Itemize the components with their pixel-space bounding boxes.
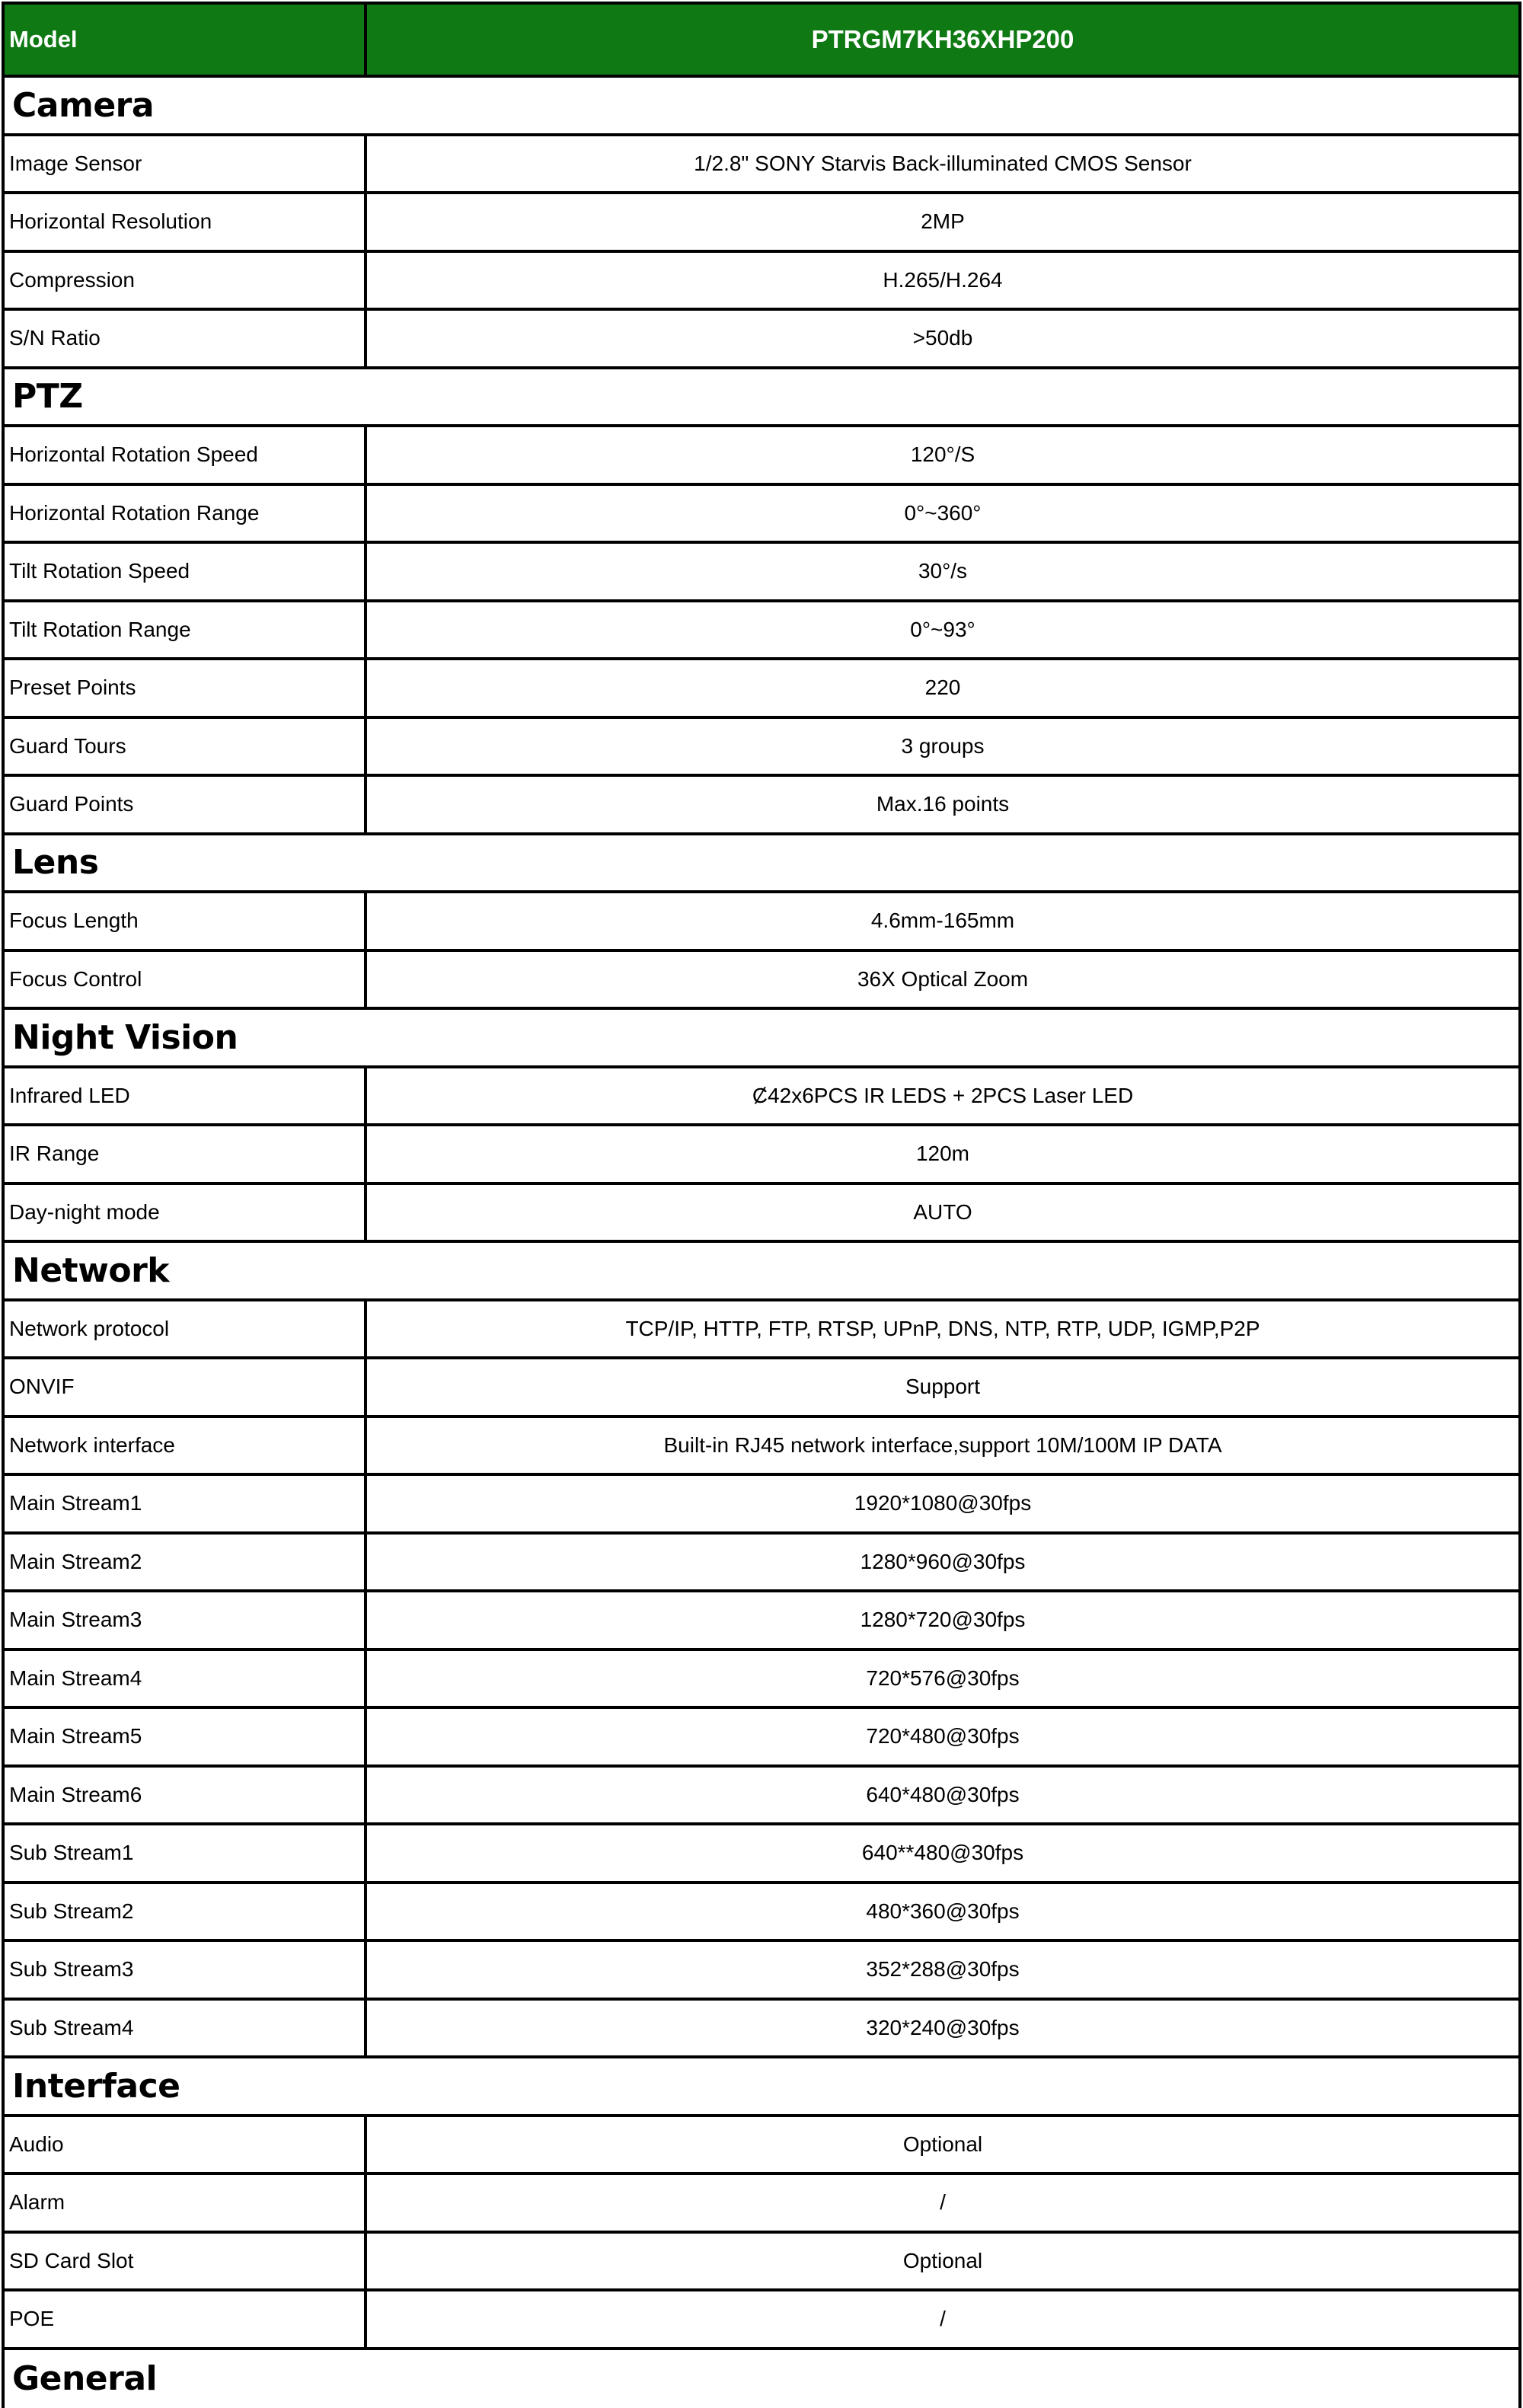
table-row	[5, 194, 1518, 253]
section-title: PTZ	[5, 377, 83, 416]
spec-label: Horizontal Rotation Range	[5, 486, 367, 541]
spec-label: Guard Tours	[5, 719, 367, 774]
spec-value: 3 groups	[367, 719, 1518, 774]
table-row	[5, 136, 1518, 195]
spec-label: Sub Stream1	[5, 1825, 367, 1881]
table-row	[5, 311, 1518, 369]
table-row	[5, 719, 1518, 778]
spec-label: Alarm	[5, 2175, 367, 2231]
section-header-network	[5, 1243, 1518, 1301]
table-row	[5, 2117, 1518, 2176]
spec-value: 30°/s	[367, 544, 1518, 599]
table-row	[5, 253, 1518, 311]
spec-label: IR Range	[5, 1126, 367, 1182]
spec-label: Network interface	[5, 1418, 367, 1474]
spec-label: Tilt Rotation Speed	[5, 544, 367, 599]
table-row	[5, 2234, 1518, 2292]
spec-label: Focus Length	[5, 893, 367, 949]
spec-value: 2MP	[367, 194, 1518, 250]
spec-label: Horizontal Resolution	[5, 194, 367, 250]
header-model-value: PTRGM7KH36XHP200	[367, 5, 1518, 75]
spec-label: Main Stream5	[5, 1709, 367, 1764]
header-label: Model	[5, 5, 367, 75]
table-row	[5, 1942, 1518, 2001]
section-header-lens	[5, 835, 1518, 894]
spec-label: Image Sensor	[5, 136, 367, 192]
section-title: Camera	[5, 86, 154, 125]
spec-label: POE	[5, 2291, 367, 2347]
spec-value: 720*480@30fps	[367, 1709, 1518, 1764]
table-row	[5, 427, 1518, 486]
spec-value: 640*480@30fps	[367, 1768, 1518, 1823]
table-row	[5, 1709, 1518, 1768]
spec-label: Infrared LED	[5, 1068, 367, 1124]
spec-value: 36X Optical Zoom	[367, 952, 1518, 1008]
table-row	[5, 1768, 1518, 1826]
table-row	[5, 1185, 1518, 1244]
table-row	[5, 777, 1518, 835]
spec-value: H.265/H.264	[367, 253, 1518, 308]
spec-value: /	[367, 2175, 1518, 2231]
spec-value: AUTO	[367, 1185, 1518, 1241]
table-row	[5, 893, 1518, 952]
table-row	[5, 660, 1518, 719]
table-row	[5, 1359, 1518, 1418]
spec-value: TCP/IP, HTTP, FTP, RTSP, UPnP, DNS, NTP, RTP, UDP, IGMP,P2P	[367, 1301, 1518, 1357]
spec-value: 120°/S	[367, 427, 1518, 483]
spec-value: 1920*1080@30fps	[367, 1476, 1518, 1531]
spec-label: Focus Control	[5, 952, 367, 1008]
table-row	[5, 1825, 1518, 1884]
spec-table	[2, 2, 1521, 2408]
spec-value: 1280*720@30fps	[367, 1592, 1518, 1648]
table-row	[5, 1068, 1518, 1127]
spec-label: S/N Ratio	[5, 311, 367, 366]
spec-value: 640**480@30fps	[367, 1825, 1518, 1881]
section-title: Network	[5, 1251, 169, 1290]
spec-value: >50db	[367, 311, 1518, 366]
spec-value: Max.16 points	[367, 777, 1518, 832]
spec-label: Compression	[5, 253, 367, 308]
spec-label: Horizontal Rotation Speed	[5, 427, 367, 483]
spec-value: 720*576@30fps	[367, 1651, 1518, 1707]
spec-label: Sub Stream4	[5, 2001, 367, 2056]
section-header-interface	[5, 2058, 1518, 2117]
spec-label: Main Stream6	[5, 1768, 367, 1823]
spec-value: Optional	[367, 2234, 1518, 2289]
spec-value: 220	[367, 660, 1518, 716]
spec-value: 120m	[367, 1126, 1518, 1182]
spec-label: ONVIF	[5, 1359, 367, 1415]
section-header-ptz	[5, 369, 1518, 428]
table-row	[5, 1592, 1518, 1651]
table-row	[5, 1476, 1518, 1535]
spec-value: Support	[367, 1359, 1518, 1415]
spec-value: 1/2.8" SONY Starvis Back-illuminated CMOS Sensor	[367, 136, 1518, 192]
spec-value: 1280*960@30fps	[367, 1535, 1518, 1590]
section-header-night-vision	[5, 1010, 1518, 1068]
table-row	[5, 544, 1518, 602]
table-row	[5, 1301, 1518, 1360]
table-row	[5, 1535, 1518, 1593]
table-row	[5, 1884, 1518, 1943]
table-row	[5, 2001, 1518, 2059]
section-title: Lens	[5, 843, 98, 882]
spec-label: Main Stream4	[5, 1651, 367, 1707]
spec-value: 4.6mm-165mm	[367, 893, 1518, 949]
spec-value: 480*360@30fps	[367, 1884, 1518, 1940]
spec-value: Ȼ42x6PCS IR LEDS + 2PCS Laser LED	[367, 1068, 1518, 1124]
table-row	[5, 2175, 1518, 2234]
spec-value: /	[367, 2291, 1518, 2347]
table-row	[5, 1651, 1518, 1710]
table-header-row	[5, 5, 1518, 78]
spec-value: 320*240@30fps	[367, 2001, 1518, 2056]
table-row	[5, 1418, 1518, 1477]
spec-value: 352*288@30fps	[367, 1942, 1518, 1998]
table-row	[5, 1126, 1518, 1185]
spec-label: Main Stream1	[5, 1476, 367, 1531]
spec-value: 0°~360°	[367, 486, 1518, 541]
section-title: General	[5, 2359, 157, 2398]
section-header-general	[5, 2350, 1518, 2408]
table-row	[5, 486, 1518, 545]
spec-value: Built-in RJ45 network interface,support 10M/100M IP DATA	[367, 1418, 1518, 1474]
spec-label: Main Stream2	[5, 1535, 367, 1590]
spec-label: Preset Points	[5, 660, 367, 716]
table-row	[5, 2291, 1518, 2350]
spec-label: Day-night mode	[5, 1185, 367, 1241]
spec-label: Audio	[5, 2117, 367, 2173]
table-row	[5, 952, 1518, 1011]
section-title: Night Vision	[5, 1018, 238, 1057]
spec-label: Tilt Rotation Range	[5, 602, 367, 658]
spec-label: Main Stream3	[5, 1592, 367, 1648]
spec-label: Guard Points	[5, 777, 367, 832]
table-body	[5, 78, 1518, 2408]
section-header-camera	[5, 78, 1518, 136]
spec-value: Optional	[367, 2117, 1518, 2173]
spec-label: Network protocol	[5, 1301, 367, 1357]
spec-label: Sub Stream3	[5, 1942, 367, 1998]
section-title: Interface	[5, 2067, 180, 2106]
spec-label: SD Card Slot	[5, 2234, 367, 2289]
table-row	[5, 602, 1518, 661]
spec-label: Sub Stream2	[5, 1884, 367, 1940]
spec-value: 0°~93°	[367, 602, 1518, 658]
